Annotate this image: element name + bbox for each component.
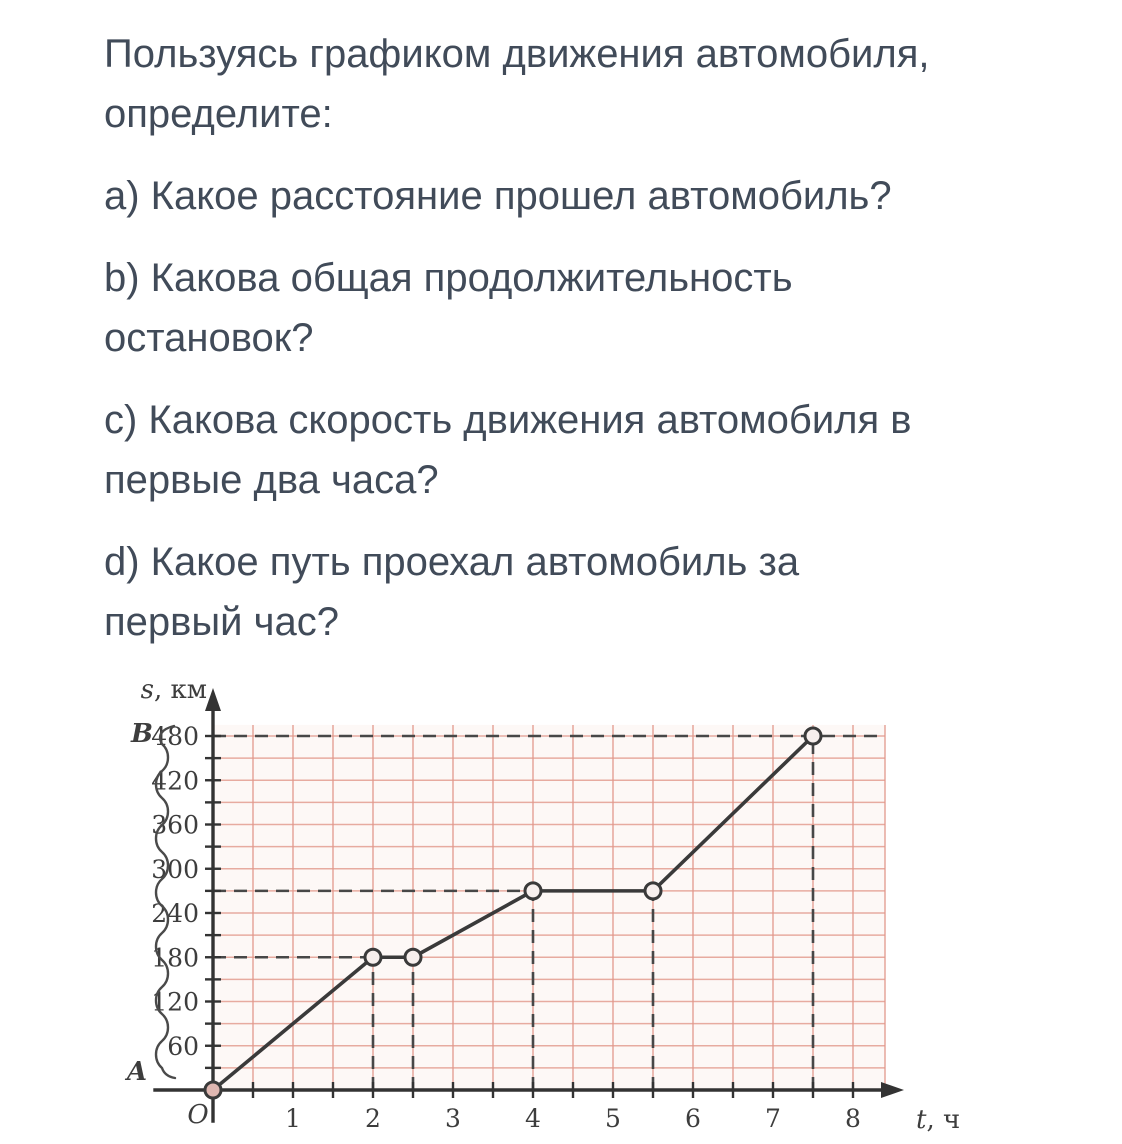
title-line-2: определите: (104, 92, 333, 136)
origin-label: O (187, 1100, 209, 1130)
question-1-line-0: b) Какова общая продолжительность (104, 256, 793, 300)
x-tick-label-8: 8 (845, 1104, 861, 1133)
motion-graph (110, 674, 990, 1144)
x-tick-label-3: 3 (445, 1104, 461, 1133)
y-tick-label-60: 60 (167, 1031, 199, 1061)
question-3-line-0: d) Какое путь проехал автомобиль за (104, 540, 800, 584)
y-axis-arrow (205, 688, 221, 711)
x-tick-label-6: 6 (685, 1104, 701, 1133)
y-tick-label-120: 120 (151, 987, 199, 1017)
x-tick-label-7: 7 (765, 1104, 781, 1133)
question-1 (104, 248, 1082, 368)
x-tick-label-4: 4 (525, 1104, 541, 1133)
chart-area (110, 674, 1122, 1144)
data-point-7.5-480 (805, 728, 821, 744)
y-axis-label: s, км (140, 675, 207, 705)
x-tick-label-2: 2 (365, 1104, 381, 1133)
data-point-5.5-270 (645, 883, 661, 899)
y-tick-label-480: 480 (151, 722, 199, 751)
x-tick-label-5: 5 (605, 1104, 621, 1133)
question-2 (104, 390, 1082, 510)
question-3-line-1: первый час? (104, 600, 339, 644)
x-tick-label-1: 1 (285, 1104, 301, 1133)
y-tick-label-420: 420 (151, 766, 199, 796)
question-2-line-1: первые два часа? (104, 458, 439, 502)
data-point-2.5-180 (405, 949, 421, 965)
problem-title (104, 24, 1082, 144)
questions-list (104, 166, 1082, 652)
data-point-2-180 (365, 949, 381, 965)
title-line-1: Пользуясь графиком движения автомобиля, (104, 32, 930, 76)
question-3 (104, 532, 1082, 652)
data-point-4-270 (525, 883, 541, 899)
y-tick-label-300: 300 (151, 854, 199, 884)
x-axis-arrow (881, 1082, 904, 1098)
point-a-label: A (126, 1057, 148, 1087)
y-tick-label-180: 180 (151, 943, 199, 973)
question-0-line-0: a) Какое расстояние прошел автомобиль? (104, 174, 892, 218)
y-tick-label-240: 240 (151, 899, 199, 928)
question-0 (104, 166, 1082, 226)
question-2-line-0: c) Какова скорость движения автомобиля в (104, 398, 912, 442)
y-tick-label-360: 360 (151, 810, 199, 840)
data-point-0-0 (205, 1082, 221, 1098)
point-b-label: B (131, 719, 153, 749)
x-axis-label: t, ч (916, 1105, 961, 1135)
question-1-line-1: остановок? (104, 316, 314, 360)
